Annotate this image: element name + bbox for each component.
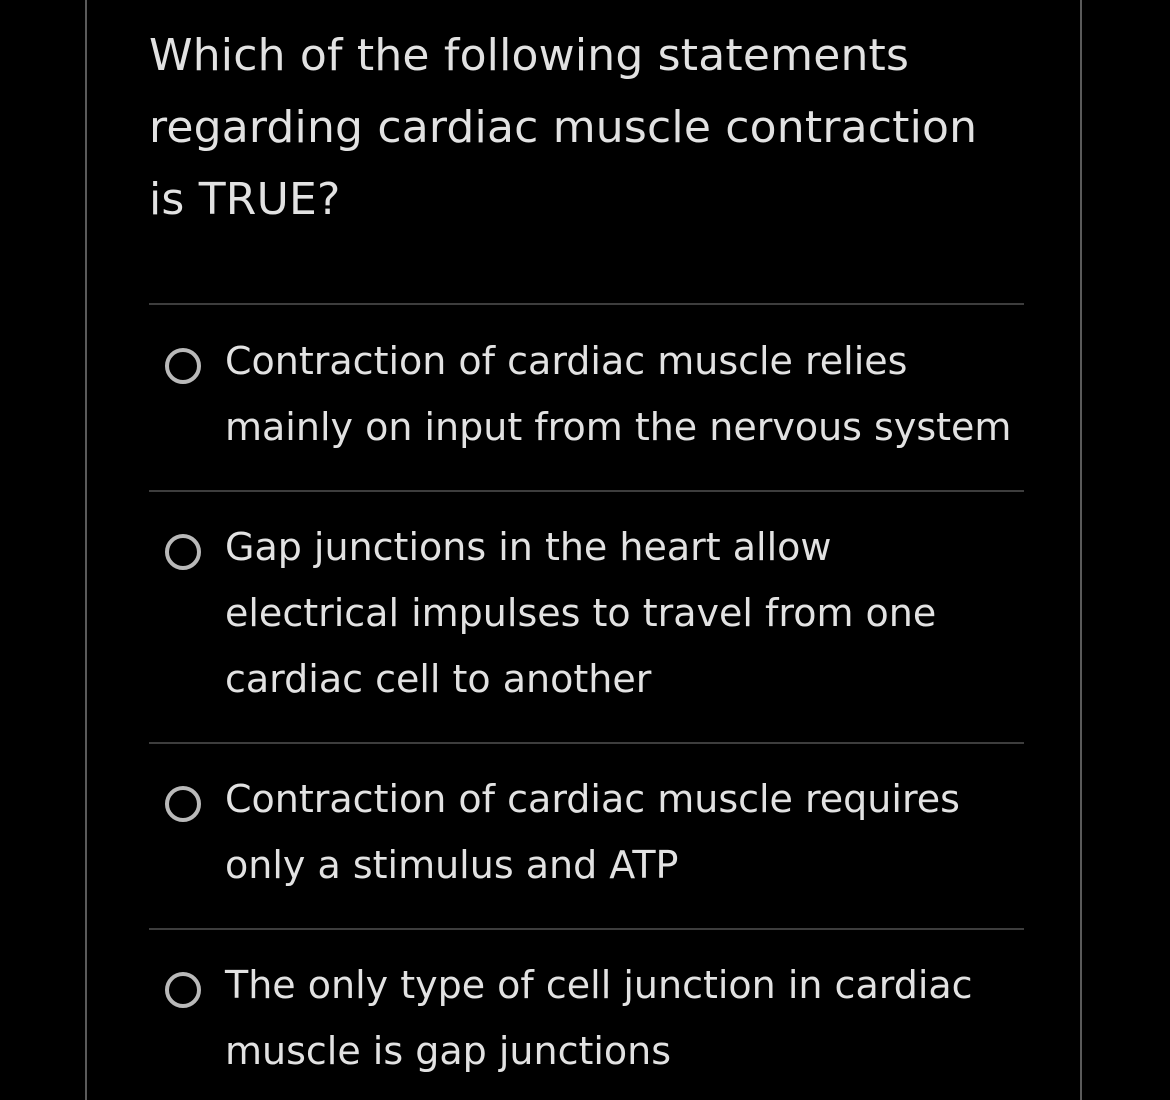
divider <box>149 490 1024 492</box>
answer-option-label: The only type of cell junction in cardiac muscle is gap junctions <box>225 963 973 1073</box>
radio-button-icon[interactable] <box>165 786 201 822</box>
answer-option-4[interactable] <box>149 952 1024 1092</box>
answer-option-label: Gap junctions in the heart allow electrical impulses to travel from one cardiac cell to another <box>225 525 937 701</box>
divider <box>149 303 1024 305</box>
divider <box>149 928 1024 930</box>
radio-button-icon[interactable] <box>165 348 201 384</box>
radio-button-icon[interactable] <box>165 972 201 1008</box>
answer-option-1[interactable] <box>149 328 1024 468</box>
answer-option-3[interactable] <box>149 766 1024 906</box>
answer-option-2[interactable] <box>149 514 1024 724</box>
question-text: Which of the following statements regarding cardiac muscle contraction is TRUE? <box>149 30 978 225</box>
radio-button-icon[interactable] <box>165 534 201 570</box>
answer-option-label: Contraction of cardiac muscle requires only a stimulus and ATP <box>225 777 960 887</box>
question-panel <box>85 0 1082 1100</box>
divider <box>149 742 1024 744</box>
answer-option-label: Contraction of cardiac muscle relies mainly on input from the nervous system <box>225 339 1012 449</box>
